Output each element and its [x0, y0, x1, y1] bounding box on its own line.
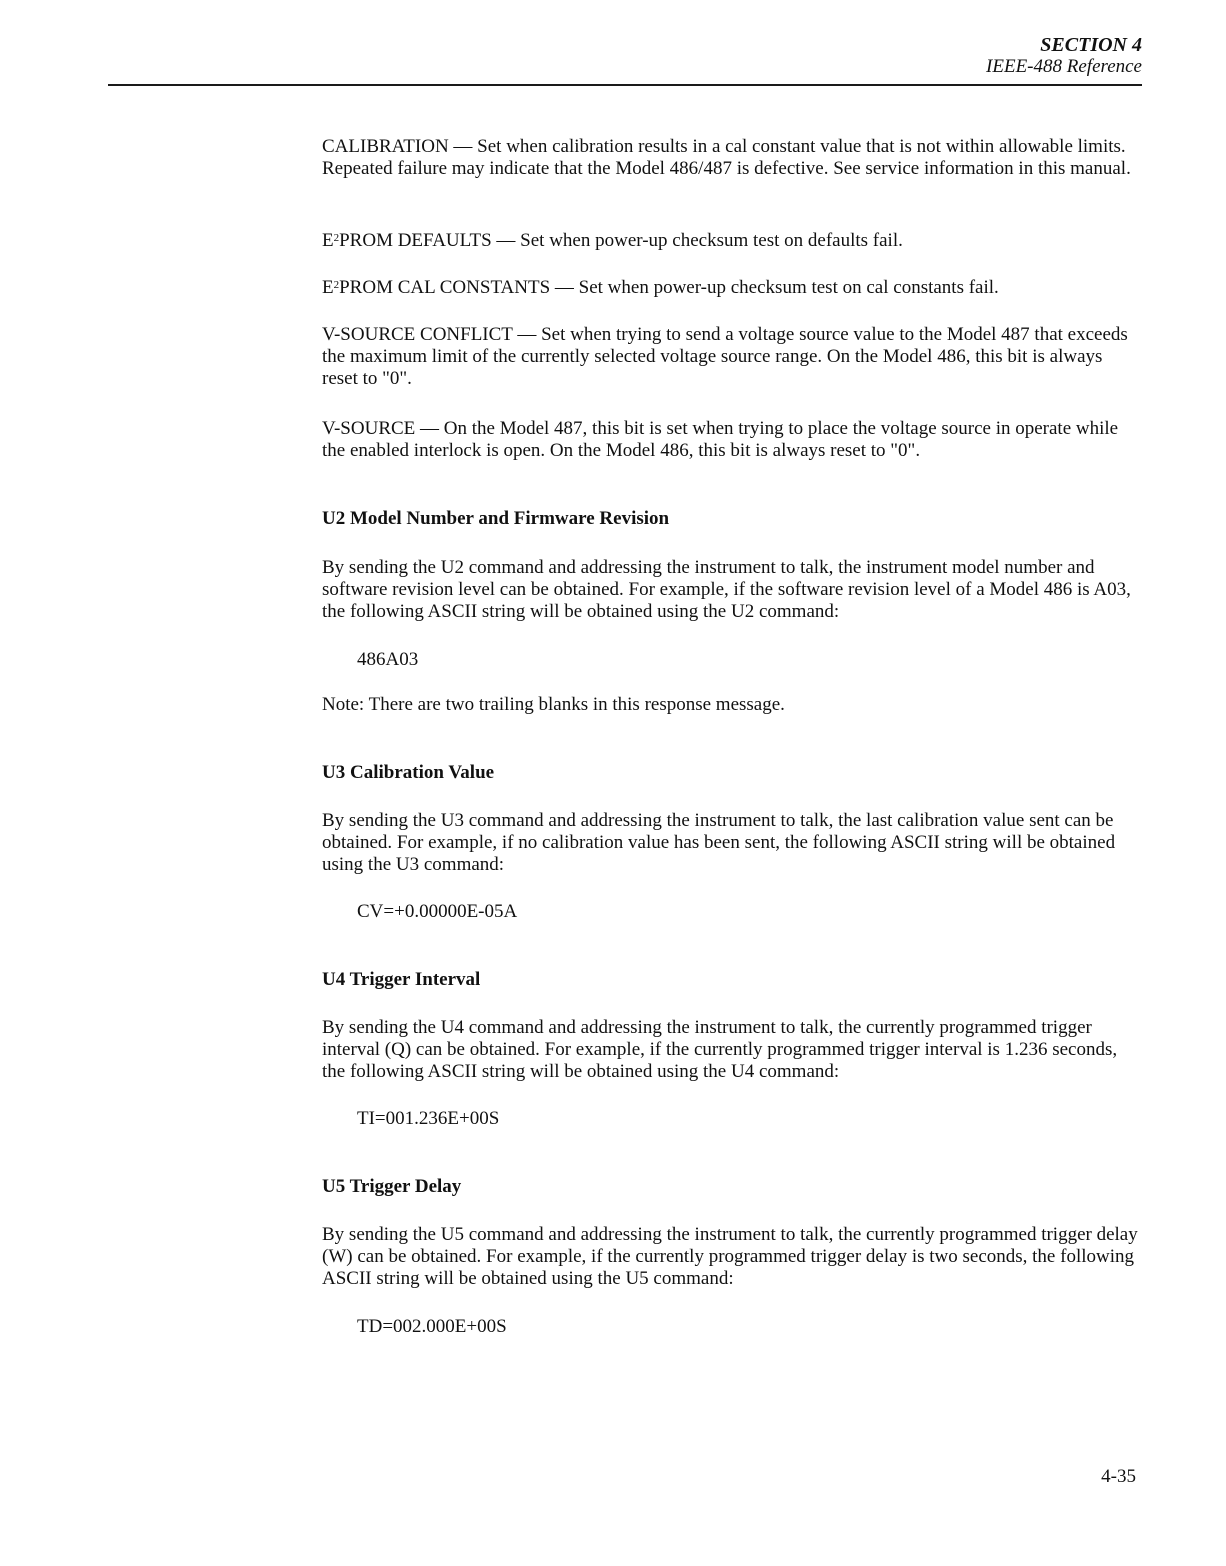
u3-example-string: CV=+0.00000E-05A — [357, 901, 518, 922]
u2-note: Note: There are two trailing blanks in this response message. — [322, 694, 785, 715]
v-source-conflict-bit-description: V-SOURCE CONFLICT — Set when trying to send a voltage source value to the Model 487 that exceeds the maximum limit of the currently selected voltage source range. On the Model 486, this bit is always reset to "0". — [322, 324, 1128, 389]
e2prom-superscript: 2 — [333, 279, 340, 291]
e2prom-cal-constants-bit-description — [322, 277, 1142, 299]
u2-example-string: 486A03 — [357, 649, 419, 670]
v-source-bit-description: V-SOURCE — On the Model 487, this bit is set when trying to place the voltage source in operate while the enabled interlock is open. On the Model 486, this bit is always reset to "0". — [322, 418, 1119, 461]
u4-heading: U4 Trigger Interval — [322, 969, 481, 990]
calibration-bit-description: CALIBRATION — Set when calibration results in a cal constant value that is not within allowable limits. Repeated failure may indicate that the Model 486/487 is defective. See service information in this manual. — [322, 136, 1131, 179]
header-rule — [108, 84, 1142, 86]
u4-example-string: TI=001.236E+00S — [357, 1108, 500, 1129]
page-number: 4-35 — [1101, 1466, 1136, 1487]
e2prom-prefix: E — [322, 230, 334, 251]
u2-body: By sending the U2 command and addressing the instrument to talk, the instrument model number and software revision level can be obtained. For example, if the software revision level of a Model 486 is A03, the following ASCII string will be obtained using the U2 command: — [322, 557, 1131, 622]
u5-example-string: TD=002.000E+00S — [357, 1316, 507, 1337]
section-subtitle: IEEE-488 Reference — [986, 56, 1142, 77]
u5-heading: U5 Trigger Delay — [322, 1176, 462, 1197]
section-label: SECTION 4 — [1040, 34, 1142, 56]
u4-body: By sending the U4 command and addressing the instrument to talk, the currently programmed trigger interval (Q) can be obtained. For example, if the currently programmed trigger interval is 1.236 seconds, the following ASCII string will be obtained using the U4 command: — [322, 1017, 1118, 1082]
e2prom-defaults-bit-description — [322, 230, 1142, 252]
u3-body: By sending the U3 command and addressing the instrument to talk, the last calibration value sent can be obtained. For example, if no calibration value has been sent, the following ASCII string will be obtained using the U3 command: — [322, 810, 1116, 875]
u2-heading: U2 Model Number and Firmware Revision — [322, 508, 670, 529]
e2prom-prefix: E — [322, 277, 334, 298]
e2prom-superscript: 2 — [333, 232, 340, 244]
e2prom-cal-constants-text: PROM CAL CONSTANTS — Set when power-up checksum test on cal constants fail. — [339, 277, 999, 298]
u3-heading: U3 Calibration Value — [322, 762, 495, 783]
page-header — [986, 34, 1142, 78]
u5-body: By sending the U5 command and addressing the instrument to talk, the currently programmed trigger delay (W) can be obtained. For example, if the currently programmed trigger delay is two seconds, the following ASCII string will be obtained using the U5 command: — [322, 1224, 1138, 1289]
e2prom-defaults-text: PROM DEFAULTS — Set when power-up checksum test on defaults fail. — [339, 230, 903, 251]
